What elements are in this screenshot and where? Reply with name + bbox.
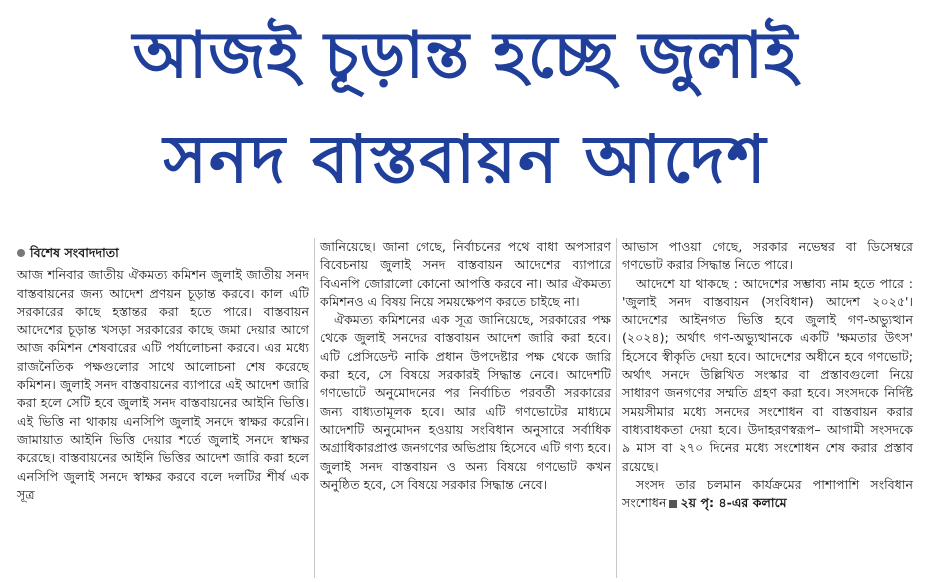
- byline-text: বিশেষ সংবাদদাতা: [30, 245, 119, 260]
- paragraph: আজ শনিবার জাতীয় ঐকমত্য কমিশন জুলাই জাতীয় সনদ বাস্তবায়নের জন্য আদেশ প্রণয়ন চূড়ান্ত করবে। কাল এটি সরকারের কাছে হস্তান্তর করা হতে পারে। বাস্তবায়ন আদেশের চূড়ান্ত খসড়া সরকারের কাছে জমা দেয়ার আগে আজ কমিশন শেষবারের এটি পর্যালোচনা করবে। এর মধ্যে রাজনৈতিক পক্ষগুলোর সাথে আলোচনা শেষ করেছে কমিশন। জুলাই সনদ বাস্তবায়নের ব্যাপারে এই আদেশ জারি করা হলে সেটি হবে জুলাই সনদ বাস্তবায়নের আইনি ভিত্তি। এই ভিত্তি না থাকায় এনসিপি জুলাই সনদে স্বাক্ষর করেনি। জামায়াত আইনি ভিত্তি দেয়ার শর্তে জুলাই সনদে স্বাক্ষর করেছে। বাস্তবায়নের আইনি ভিত্তির আদেশ জারি করা হলে এনসিপি জুলাই সনদে স্বাক্ষর করবে বলে দলটির শীর্ষ এক সূত্র: [17, 267, 309, 502]
- paragraph: আভাস পাওয়া গেছে, সরকার নভেম্বর বা ডিসেম্বরে গণভোট করার সিদ্ধান্ত নিতে পারে।: [622, 239, 913, 273]
- paragraph-text: সংসদ তার চলমান কার্যক্রমের পাশাপাশি সংবিধান সংশোধন: [622, 476, 913, 511]
- column-2: [314, 238, 616, 578]
- byline: [17, 244, 309, 262]
- article-body: [12, 238, 918, 578]
- headline-line-1: আজই চূড়ান্ত হচ্ছে জুলাই: [132, 19, 799, 93]
- paragraph: জানিয়েছে। জানা গেছে, নির্বাচনের পথে বাধা অপসারণ বিবেচনায় জুলাই সনদ বাস্তবায়ন আদেশের ব্যাপারে বিএনপি জোরালো কোনো আপত্তি করবে না। আর ঐকমত্য কমিশনও এ বিষয় নিয়ে সময়ক্ষেপণ করতে চাইছে না।: [320, 239, 611, 309]
- headline-line-2: সনদ বাস্তবায়ন আদেশ: [163, 121, 768, 198]
- square-bullet-icon: [669, 500, 677, 508]
- headline: [0, 4, 931, 212]
- column-3: [616, 238, 918, 578]
- paragraph-with-jump: [622, 476, 913, 513]
- paragraph: আদেশে যা থাকছে : আদেশের সম্ভাব্য নাম হতে পারে : 'জুলাই সনদ বাস্তবায়ন (সংবিধান) আদেশ ২০২৫'। আদেশের আইনগত ভিত্তি হবে জুলাই গণ-অভ্যুত্থান (২০২৪); অর্থাৎ গণ-অভ্যুত্থানকে একটি 'ক্ষমতার উৎস' হিসেবে স্বীকৃতি দেয়া হবে। আদেশের অধীনে হবে গণভোট; অর্থাৎ সনদে উল্লিখিত সংস্কার বা প্রস্তাবগুলো নিয়ে সাধারণ জনগণের সম্মতি গ্রহণ করা হবে। সংসদকে নির্দিষ্ট সময়সীমার মধ্যে সনদের সংশোধন বা বাস্তবায়ন করার বাধ্যবাধকতা দেয়া হবে। উদাহরণস্বরূপ– আগামী সংসদকে ৯ মাস বা ২৭০ দিনের মধ্যে সংশোধন শেষ করার প্রস্তাব রয়েছে।: [622, 275, 913, 474]
- bullet-icon: [17, 249, 25, 257]
- column-1: [12, 238, 314, 578]
- continued-on-label: ২য় পৃ: ৪-এর কলামে: [680, 495, 787, 511]
- paragraph: ঐকমত্য কমিশনের এক সূত্র জানিয়েছে, সরকারের পক্ষ থেকে জুলাই সনদের বাস্তবায়ন আদেশ জারি করা হবে। এটি প্রেসিডেন্ট নাকি প্রধান উপদেষ্টার পক্ষ থেকে জারি করা হবে, সে বিষয়ে সরকারই সিদ্ধান্ত নেবে। আদেশটি গণভোটে অনুমোদনের পর নির্বাচিত পরবর্তী সরকারের জন্য বাধ্যতামূলক হবে। আর এটি গণভোটের মাধ্যমে আদেশটি অনুমোদন হওয়ায় সংবিধান অনুসারে সর্বাধিক অগ্রাধিকারপ্রাপ্ত জনগণের অভিপ্রায় হিসেবে এটি গণ্য হবে। জুলাই সনদ বাস্তবায়ন ও অন্য বিষয়ে গণভোট কখন অনুষ্ঠিত হবে, সে বিষয়ে সরকার সিদ্ধান্ত নেবে।: [320, 312, 611, 492]
